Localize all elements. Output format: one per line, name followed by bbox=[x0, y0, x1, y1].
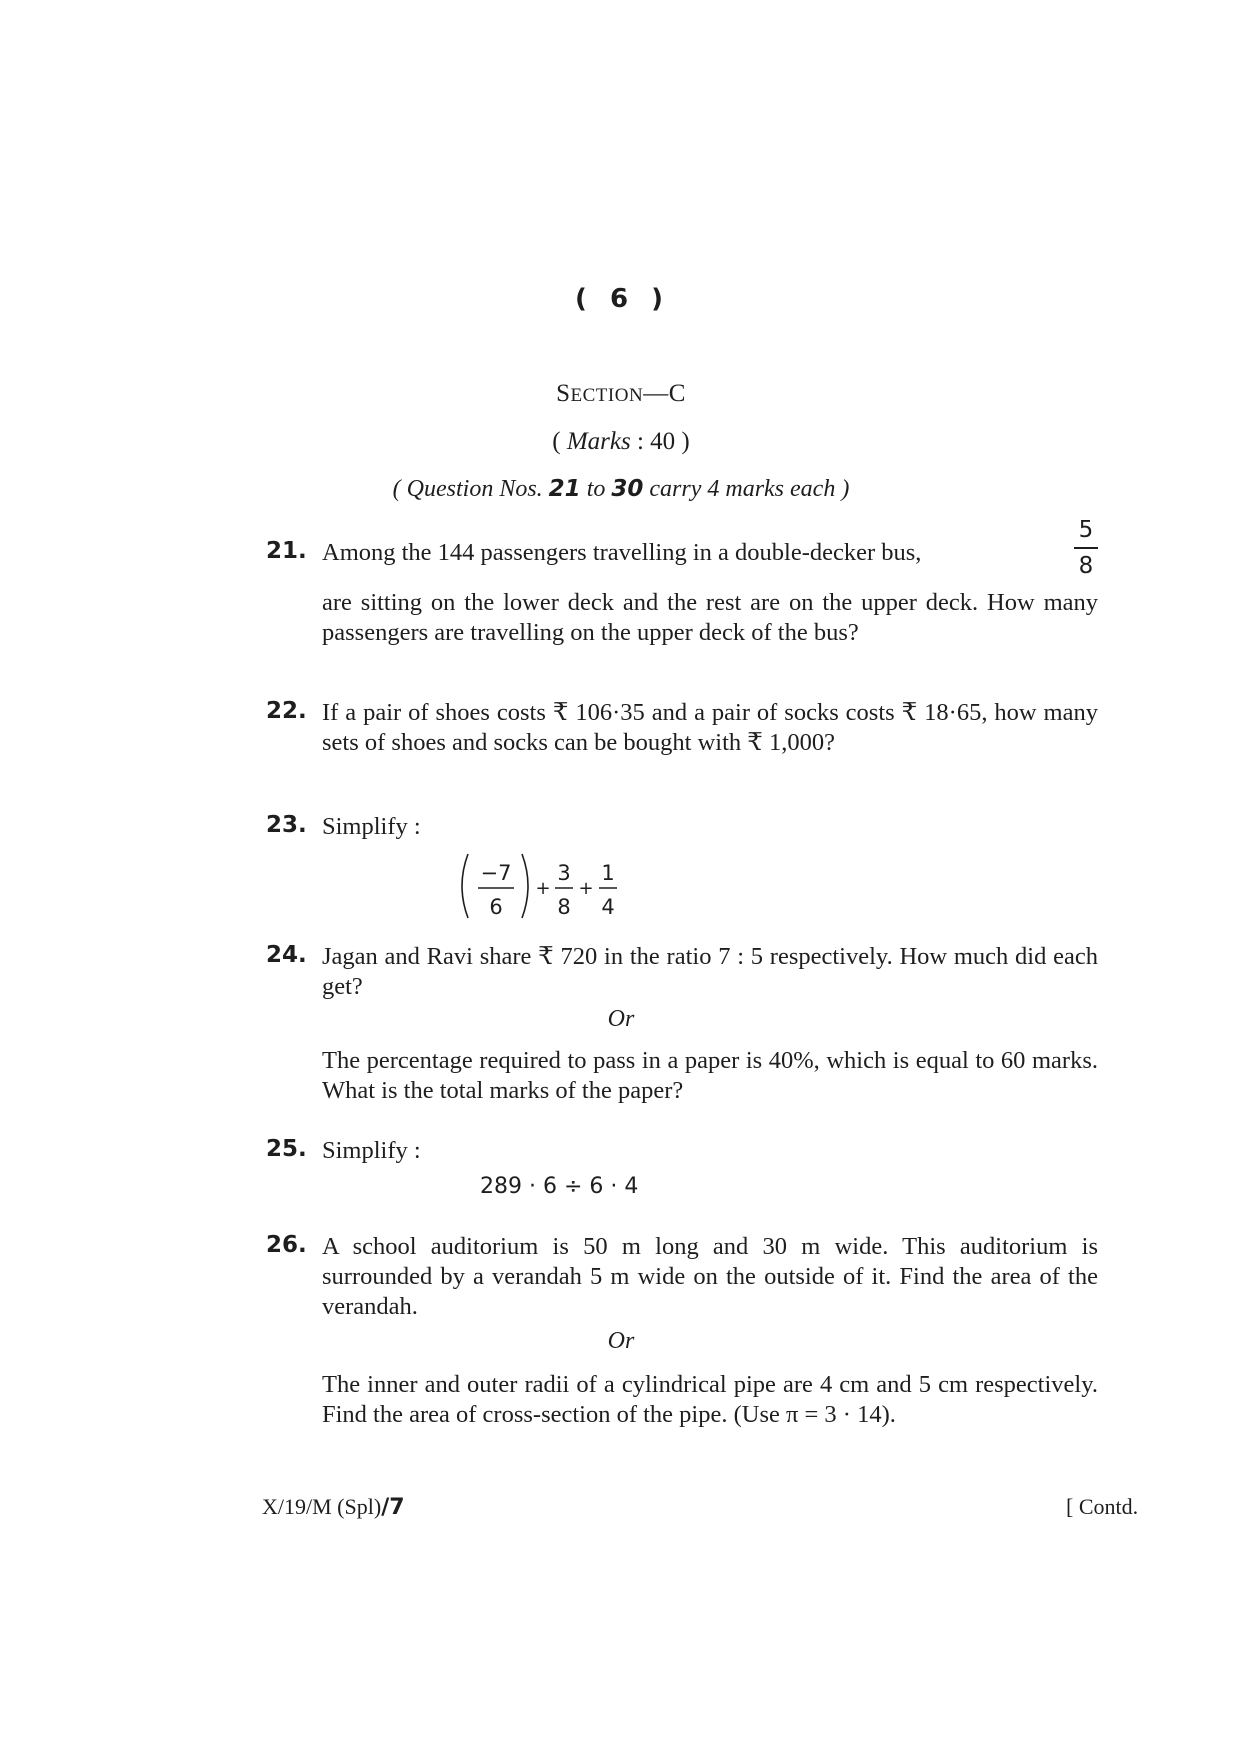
question-number: 25. bbox=[266, 1136, 307, 1162]
math-expression bbox=[456, 848, 636, 928]
question-number: 26. bbox=[266, 1232, 307, 1258]
fraction-denominator: 8 bbox=[1078, 552, 1094, 579]
paper-code: X/19/M (Spl)/7 bbox=[262, 1494, 405, 1520]
question-23 bbox=[266, 812, 1098, 922]
fraction-numerator: 3 bbox=[557, 861, 571, 885]
question-text: Simplify : bbox=[322, 1137, 421, 1164]
fraction-denominator: 8 bbox=[557, 895, 571, 919]
fraction-denominator: 6 bbox=[489, 895, 503, 919]
question-continuation: are sitting on the lower deck and the rest are on the upper deck. How many passengers are travelling on the upper deck of the bus? bbox=[322, 589, 1098, 646]
question-26 bbox=[266, 1232, 1098, 1332]
or-separator: Or bbox=[607, 1328, 635, 1354]
section-title: SECTION—C bbox=[556, 380, 686, 407]
question-number: 22. bbox=[266, 698, 307, 724]
question-number: 23. bbox=[266, 812, 307, 838]
section-instructions: ( Question Nos. 21 to 30 carry 4 marks each ) bbox=[392, 476, 850, 502]
page-number: ( 6 ) bbox=[575, 284, 667, 314]
question-number: 21. bbox=[266, 538, 307, 564]
question-text: A school auditorium is 50 m long and 30 m wide. This auditorium is surrounded by a verandah 5 m wide on the outside of it. Find the area of the verandah. bbox=[322, 1233, 1098, 1320]
fraction-numerator: 5 bbox=[1078, 517, 1094, 543]
fraction-numerator: −7 bbox=[480, 861, 512, 885]
question-24 bbox=[266, 942, 1098, 1012]
continued-label: [ Contd. bbox=[1066, 1494, 1139, 1519]
fraction-numerator: 1 bbox=[601, 861, 615, 885]
question-number: 24. bbox=[266, 942, 307, 968]
plus-operator: + bbox=[578, 878, 594, 899]
question-text bbox=[322, 517, 1098, 648]
question-21 bbox=[266, 517, 1098, 678]
question-text: Simplify : bbox=[322, 813, 421, 840]
or-separator: Or bbox=[607, 1006, 635, 1032]
question-26-alternative bbox=[266, 1370, 1098, 1470]
question-22 bbox=[266, 698, 1098, 798]
question-line: Among the 144 passengers travelling in a double-decker bus, bbox=[322, 539, 922, 566]
question-text: The percentage required to pass in a paper is 40%, which is equal to 60 marks. What is the total marks of the paper? bbox=[322, 1047, 1098, 1104]
question-24-alternative bbox=[266, 1046, 1098, 1116]
question-text: Jagan and Ravi share ₹ 720 in the ratio 7 : 5 respectively. How much did each get? bbox=[322, 943, 1098, 1000]
math-expression: 289 · 6 ÷ 6 · 4 bbox=[480, 1174, 639, 1199]
section-marks: ( Marks : 40 ) bbox=[552, 428, 690, 455]
question-25 bbox=[266, 1136, 1098, 1216]
fraction bbox=[1074, 516, 1098, 580]
question-text: If a pair of shoes costs ₹ 106·35 and a pair of socks costs ₹ 18·65, how many sets of shoes and socks can be bought with ₹ 1,000? bbox=[322, 699, 1098, 756]
fraction-denominator: 4 bbox=[601, 895, 615, 919]
plus-operator: + bbox=[535, 878, 551, 899]
question-text: The inner and outer radii of a cylindrical pipe are 4 cm and 5 cm respectively. Find the area of cross-section of the pipe. (Use π = 3 · 14). bbox=[322, 1371, 1098, 1428]
